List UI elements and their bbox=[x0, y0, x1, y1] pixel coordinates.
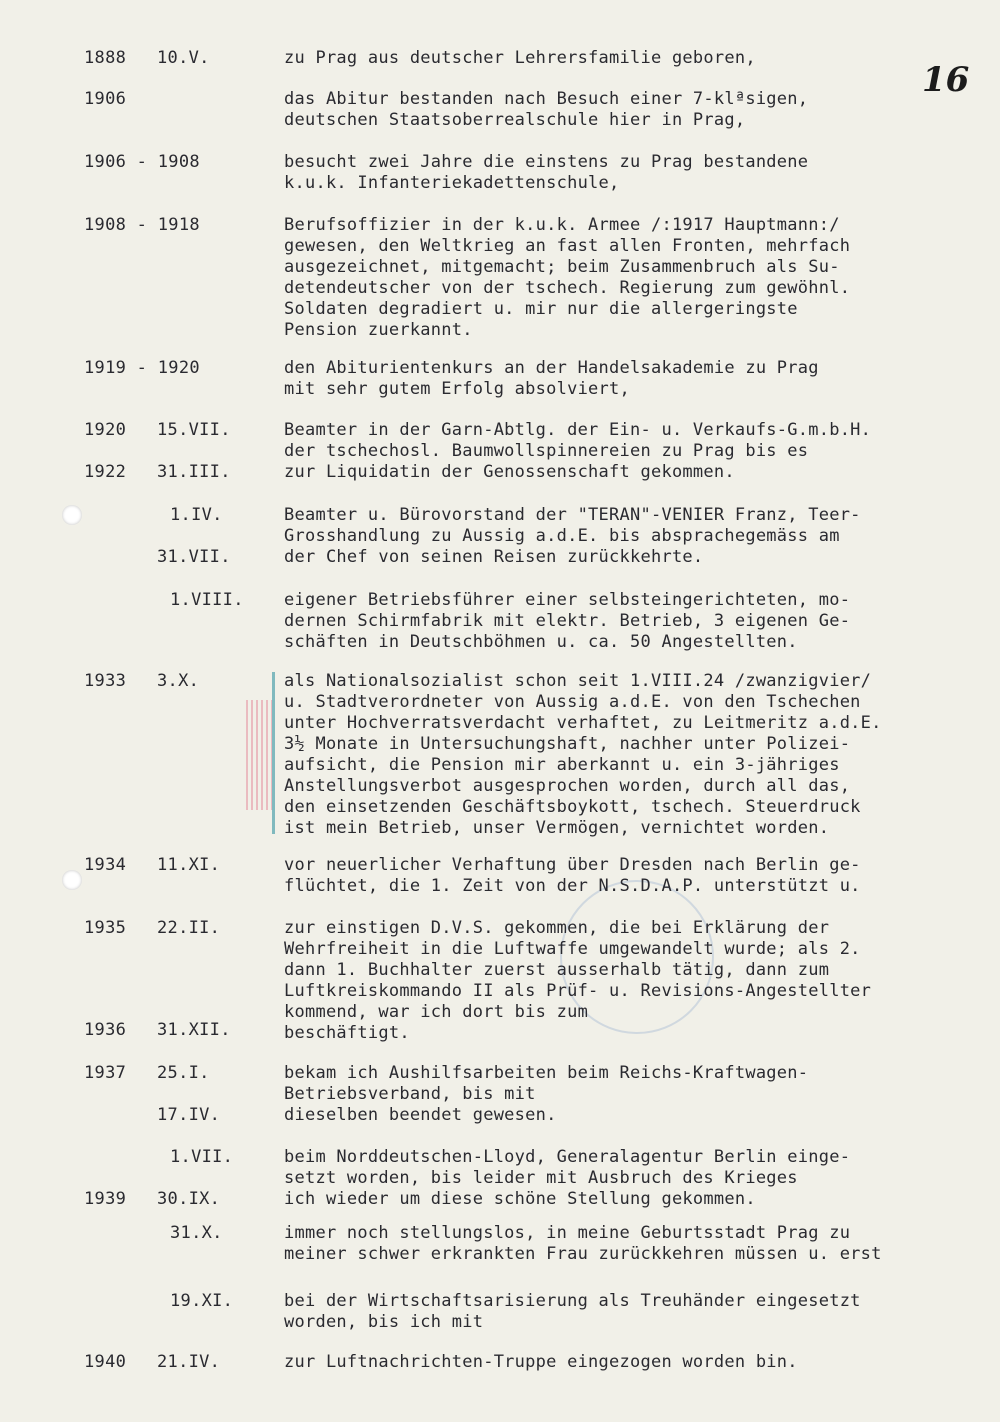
entry-text-line: ist mein Betrieb, unser Vermögen, vernichtet worden. bbox=[284, 818, 830, 838]
entry-text-line: den Abiturientenkurs an der Handelsakademie zu Prag bbox=[284, 358, 819, 378]
entry-text-line: zur Luftnachrichten-Truppe eingezogen worden bin. bbox=[284, 1352, 798, 1372]
entry-text bbox=[284, 918, 996, 1044]
entry-text-line: der Chef von seinen Reisen zurückkehrte. bbox=[284, 547, 704, 567]
entry-year-end: 1936 bbox=[84, 1020, 127, 1040]
entry-date: 15.VII. bbox=[157, 420, 231, 440]
entry-date: 19.XI. bbox=[170, 1291, 234, 1311]
entry-text-line: meiner schwer erkrankten Frau zurückkehren müssen u. erst bbox=[284, 1244, 882, 1264]
entry-text-line: Soldaten degradiert u. mir nur die allergeringste bbox=[284, 299, 798, 319]
punch-hole bbox=[62, 505, 82, 525]
entry-text-line: immer noch stellungslos, in meine Geburtsstadt Prag zu bbox=[284, 1223, 851, 1243]
entry-text-line: u. Stadtverordneter von Aussig a.d.E. von den Tschechen bbox=[284, 692, 861, 712]
entry-text bbox=[284, 505, 996, 568]
margin-pencil-mark bbox=[246, 700, 272, 810]
entry-date-end: 31.VII. bbox=[157, 547, 231, 567]
entry-date: 31.X. bbox=[170, 1223, 223, 1243]
entry-text bbox=[284, 420, 996, 483]
entry-text-line: ausgezeichnet, mitgemacht; beim Zusammenbruch als Su- bbox=[284, 257, 840, 277]
entry-date: 21.IV. bbox=[157, 1352, 221, 1372]
entry-text-line: Wehrfreiheit in die Luftwaffe umgewandelt wurde; als 2. bbox=[284, 939, 861, 959]
entry-text-line: Grosshandlung zu Aussig a.d.E. bis absprachegemäss am bbox=[284, 526, 840, 546]
entry-text bbox=[284, 1291, 996, 1333]
entry-date-end: 31.XII. bbox=[157, 1020, 231, 1040]
entry-text-line: beim Norddeutschen-Lloyd, Generalagentur Berlin einge- bbox=[284, 1147, 851, 1167]
entry-year: 1906 - 1908 bbox=[84, 152, 200, 172]
entry-date: 22.II. bbox=[157, 918, 221, 938]
entry-text-line: gewesen, den Weltkrieg an fast allen Fronten, mehrfach bbox=[284, 236, 851, 256]
entry-text-line: eigener Betriebsführer einer selbsteingerichteten, mo- bbox=[284, 590, 851, 610]
entry-text bbox=[284, 1223, 996, 1265]
entry-text-line: worden, bis ich mit bbox=[284, 1312, 484, 1332]
entry-year: 1888 bbox=[84, 48, 127, 68]
entry-date: 1.VII. bbox=[170, 1147, 234, 1167]
entry-year-end: 1922 bbox=[84, 462, 127, 482]
margin-bracket bbox=[272, 672, 275, 834]
entry-year: 1920 bbox=[84, 420, 127, 440]
entry-date-end: 17.IV. bbox=[157, 1105, 221, 1125]
entry-date: 1.IV. bbox=[170, 505, 223, 525]
entry-text-line: dernen Schirmfabrik mit elektr. Betrieb, 3 eigenen Ge- bbox=[284, 611, 851, 631]
entry-date: 3.X. bbox=[157, 671, 200, 691]
entry-text-line: das Abitur bestanden nach Besuch einer 7-klªsigen, bbox=[284, 89, 809, 109]
entry-text bbox=[284, 855, 996, 897]
entry-date: 25.I. bbox=[157, 1063, 210, 1083]
entry-text-line: mit sehr gutem Erfolg absolviert, bbox=[284, 379, 631, 399]
entry-text-line: dann 1. Buchhalter zuerst ausserhalb tätig, dann zum bbox=[284, 960, 830, 980]
entry-text-line: zur einstigen D.V.S. gekommen, die bei Erklärung der bbox=[284, 918, 830, 938]
punch-hole bbox=[62, 870, 82, 890]
entry-text-line: zur Liquidatin der Genossenschaft gekommen. bbox=[284, 462, 735, 482]
entry-text bbox=[284, 152, 996, 194]
entry-text-line: der tschechosl. Baumwollspinnereien zu Prag bis es bbox=[284, 441, 809, 461]
entry-text-line: deutschen Staatsoberrealschule hier in Prag, bbox=[284, 110, 746, 130]
entry-text-line: flüchtet, die 1. Zeit von der N.S.D.A.P. unterstützt u. bbox=[284, 876, 861, 896]
entry-text-line: detendeutscher von der tschech. Regierung zum gewöhnl. bbox=[284, 278, 851, 298]
entry-text-line: kommend, war ich dort bis zum bbox=[284, 1002, 589, 1022]
entry-text bbox=[284, 89, 996, 131]
entry-text-line: setzt worden, bis leider mit Ausbruch des Krieges bbox=[284, 1168, 798, 1188]
entry-text bbox=[284, 215, 996, 341]
entry-text bbox=[284, 1352, 996, 1373]
entry-year: 1937 bbox=[84, 1063, 127, 1083]
entry-year: 1933 bbox=[84, 671, 127, 691]
entry-text-line: ich wieder um diese schöne Stellung gekommen. bbox=[284, 1189, 756, 1209]
entry-text-line: schäften in Deutschböhmen u. ca. 50 Angestellten. bbox=[284, 632, 798, 652]
entry-text-line: Anstellungsverbot ausgesprochen worden, durch all das, bbox=[284, 776, 851, 796]
entry-text-line: k.u.k. Infanteriekadettenschule, bbox=[284, 173, 620, 193]
entry-text-line: bei der Wirtschaftsarisierung als Treuhänder eingesetzt bbox=[284, 1291, 861, 1311]
entry-date: 1.VIII. bbox=[170, 590, 244, 610]
entry-text-line: Beamter u. Bürovorstand der "TERAN"-VENIER Franz, Teer- bbox=[284, 505, 861, 525]
entry-text-line: Luftkreiskommando II als Prüf- u. Revisions-Angestellter bbox=[284, 981, 872, 1001]
entry-text bbox=[284, 1063, 996, 1126]
entry-year: 1940 bbox=[84, 1352, 127, 1372]
entry-year: 1919 - 1920 bbox=[84, 358, 200, 378]
entry-text-line: als Nationalsozialist schon seit 1.VIII.24 /zwanzigvier/ bbox=[284, 671, 872, 691]
entry-text-line: Beamter in der Garn-Abtlg. der Ein- u. Verkaufs-G.m.b.H. bbox=[284, 420, 872, 440]
entry-text-line: dieselben beendet gewesen. bbox=[284, 1105, 557, 1125]
entry-year: 1906 bbox=[84, 89, 127, 109]
entry-text bbox=[284, 590, 996, 653]
entry-text-line: vor neuerlicher Verhaftung über Dresden nach Berlin ge- bbox=[284, 855, 861, 875]
entry-text-line: den einsetzenden Geschäftsboykott, tschech. Steuerdruck bbox=[284, 797, 861, 817]
entry-text bbox=[284, 1147, 996, 1210]
entry-text bbox=[284, 358, 996, 400]
entry-text-line: besucht zwei Jahre die einstens zu Prag bestandene bbox=[284, 152, 809, 172]
entry-text-line: 3½ Monate in Untersuchungshaft, nachher unter Polizei- bbox=[284, 734, 851, 754]
entry-text-line: bekam ich Aushilfsarbeiten beim Reichs-Kraftwagen- bbox=[284, 1063, 809, 1083]
entry-text-line: aufsicht, die Pension mir aberkannt u. ein 3-jähriges bbox=[284, 755, 840, 775]
entry-text-line: zu Prag aus deutscher Lehrersfamilie geboren, bbox=[284, 48, 756, 68]
entry-year: 1908 - 1918 bbox=[84, 215, 200, 235]
entry-date: 10.V. bbox=[157, 48, 210, 68]
entry-text-line: Pension zuerkannt. bbox=[284, 320, 473, 340]
entry-text bbox=[284, 671, 996, 839]
entry-year: 1935 bbox=[84, 918, 127, 938]
entry-year: 1934 bbox=[84, 855, 127, 875]
entry-text-line: unter Hochverratsverdacht verhaftet, zu Leitmeritz a.d.E. bbox=[284, 713, 882, 733]
entry-date: 11.XI. bbox=[157, 855, 221, 875]
entry-date-end: 31.III. bbox=[157, 462, 231, 482]
entry-text bbox=[284, 48, 996, 69]
entry-date-end: 30.IX. bbox=[157, 1189, 221, 1209]
entry-year-end: 1939 bbox=[84, 1189, 127, 1209]
entry-text-line: Berufsoffizier in der k.u.k. Armee /:1917 Hauptmann:/ bbox=[284, 215, 840, 235]
entry-text-line: beschäftigt. bbox=[284, 1023, 410, 1043]
page-number: 16 bbox=[922, 60, 970, 100]
entry-text-line: Betriebsverband, bis mit bbox=[284, 1084, 536, 1104]
